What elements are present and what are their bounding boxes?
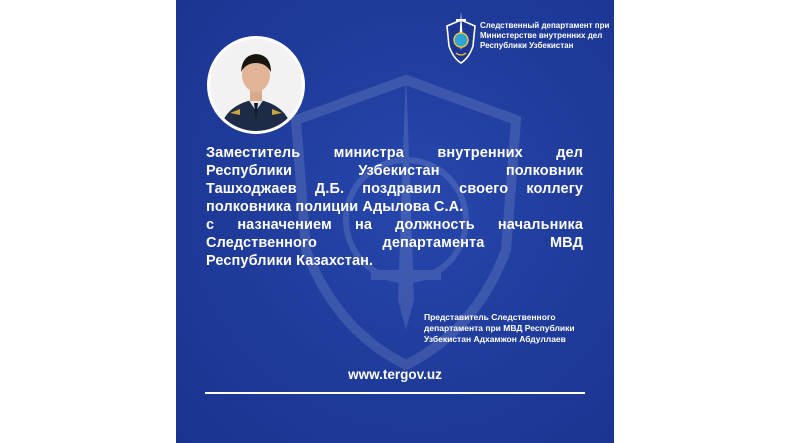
announcement-line: Ташходжаев Д.Б. поздравил своего коллегу — [206, 181, 583, 197]
announcement-line: Заместитель министра внутренних дел — [206, 145, 583, 161]
shield-sword-emblem-icon — [444, 12, 478, 66]
footer-divider — [205, 392, 585, 394]
department-name: Следственный департамент при Министерстве внутренних дел Республики Узбекистан — [480, 21, 610, 50]
representative-line: Представитель Следственного — [424, 312, 556, 322]
announcement-line: Республики Казахстан. — [206, 253, 374, 269]
website-link[interactable]: www.tergov.uz — [348, 367, 442, 382]
announcement-line: Республики Узбекистан полковник — [206, 163, 583, 179]
announcement-text — [206, 144, 583, 270]
announcement-line: Следственного департамента МВД — [206, 235, 583, 251]
officer-photo — [207, 36, 305, 134]
announcement-line: полковника полиции Адылова С.А. — [206, 199, 464, 215]
representative-line: Узбекистан Адхамжон Абдуллаев — [424, 334, 566, 344]
representative-line: департамента при МВД Республики — [424, 323, 575, 333]
announcement-line: с назначением на должность начальника — [206, 217, 583, 233]
post-card — [176, 0, 614, 443]
officer-portrait-image — [210, 39, 302, 131]
representative-signature — [424, 312, 604, 345]
